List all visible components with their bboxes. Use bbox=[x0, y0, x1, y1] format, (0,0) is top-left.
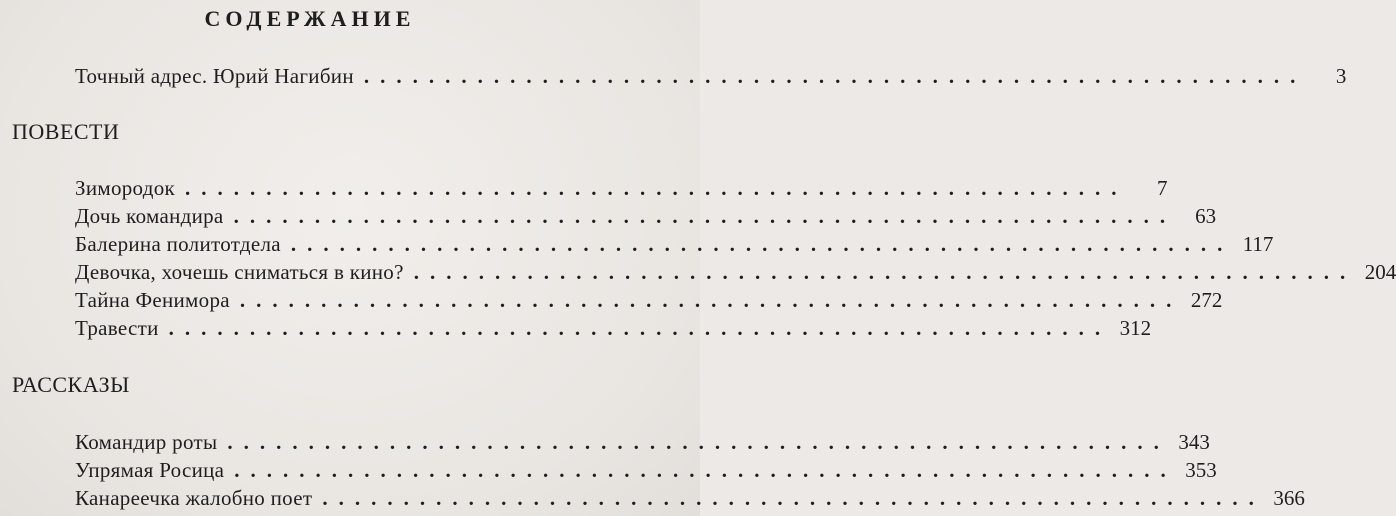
entry-page: 204 bbox=[1364, 260, 1396, 284]
entry-title: Упрямая Росица bbox=[75, 458, 225, 482]
entry-page: 312 bbox=[1119, 316, 1152, 340]
entry-title: Командир роты bbox=[75, 430, 218, 454]
toc-entry bbox=[75, 202, 1217, 230]
entry-title: Тайна Фенимора bbox=[75, 288, 230, 312]
leader-dots: .......................................................... bbox=[239, 288, 1183, 312]
toc-entry bbox=[75, 314, 1152, 342]
toc-entry bbox=[75, 428, 1210, 456]
entry-page: 7 bbox=[1157, 176, 1168, 200]
toc-entry bbox=[75, 258, 1396, 286]
entry-page: 117 bbox=[1242, 232, 1274, 256]
section-heading-povesti: ПОВЕСТИ bbox=[12, 119, 120, 144]
entry-page: 343 bbox=[1178, 430, 1210, 454]
leader-dots: .......................................................... bbox=[413, 260, 1357, 284]
entry-title: Травести bbox=[75, 316, 159, 340]
toc-entry-intro bbox=[75, 62, 1347, 90]
entry-title: Зимородок bbox=[75, 176, 176, 200]
entry-page: 353 bbox=[1185, 458, 1217, 482]
entry-page: 366 bbox=[1273, 486, 1305, 510]
entry-title: Канареечка жалобно поет bbox=[75, 486, 313, 510]
entry-title: Балерина политотдела bbox=[75, 232, 281, 256]
entry-page: 272 bbox=[1190, 288, 1223, 312]
entry-title: Точный адрес. Юрий Нагибин bbox=[75, 64, 354, 88]
toc-entry bbox=[75, 484, 1305, 512]
toc-entry bbox=[75, 286, 1223, 314]
leader-dots: .......................................................... bbox=[185, 176, 1128, 200]
leader-dots: .......................................................... bbox=[227, 430, 1170, 454]
leader-dots: .......................................................... bbox=[234, 458, 1177, 482]
leader-dots: .......................................................... bbox=[233, 204, 1177, 228]
leader-dots: .......................................................... bbox=[290, 232, 1234, 256]
entry-page: 63 bbox=[1195, 204, 1217, 228]
entry-title: Девочка, хочешь сниматься в кино? bbox=[75, 260, 404, 284]
leader-dots: .......................................................... bbox=[322, 486, 1265, 510]
toc-entry bbox=[75, 174, 1168, 202]
leader-dots: .......................................................... bbox=[168, 316, 1112, 340]
contents-title: СОДЕРЖАНИЕ bbox=[204, 6, 416, 31]
entry-title: Дочь командира bbox=[75, 204, 224, 228]
toc-entry bbox=[75, 456, 1217, 484]
section-heading-rasskazy: РАССКАЗЫ bbox=[12, 372, 130, 397]
toc-entry bbox=[75, 230, 1274, 258]
leader-dots: .......................................................... bbox=[363, 64, 1307, 88]
entry-page: 3 bbox=[1335, 64, 1347, 88]
